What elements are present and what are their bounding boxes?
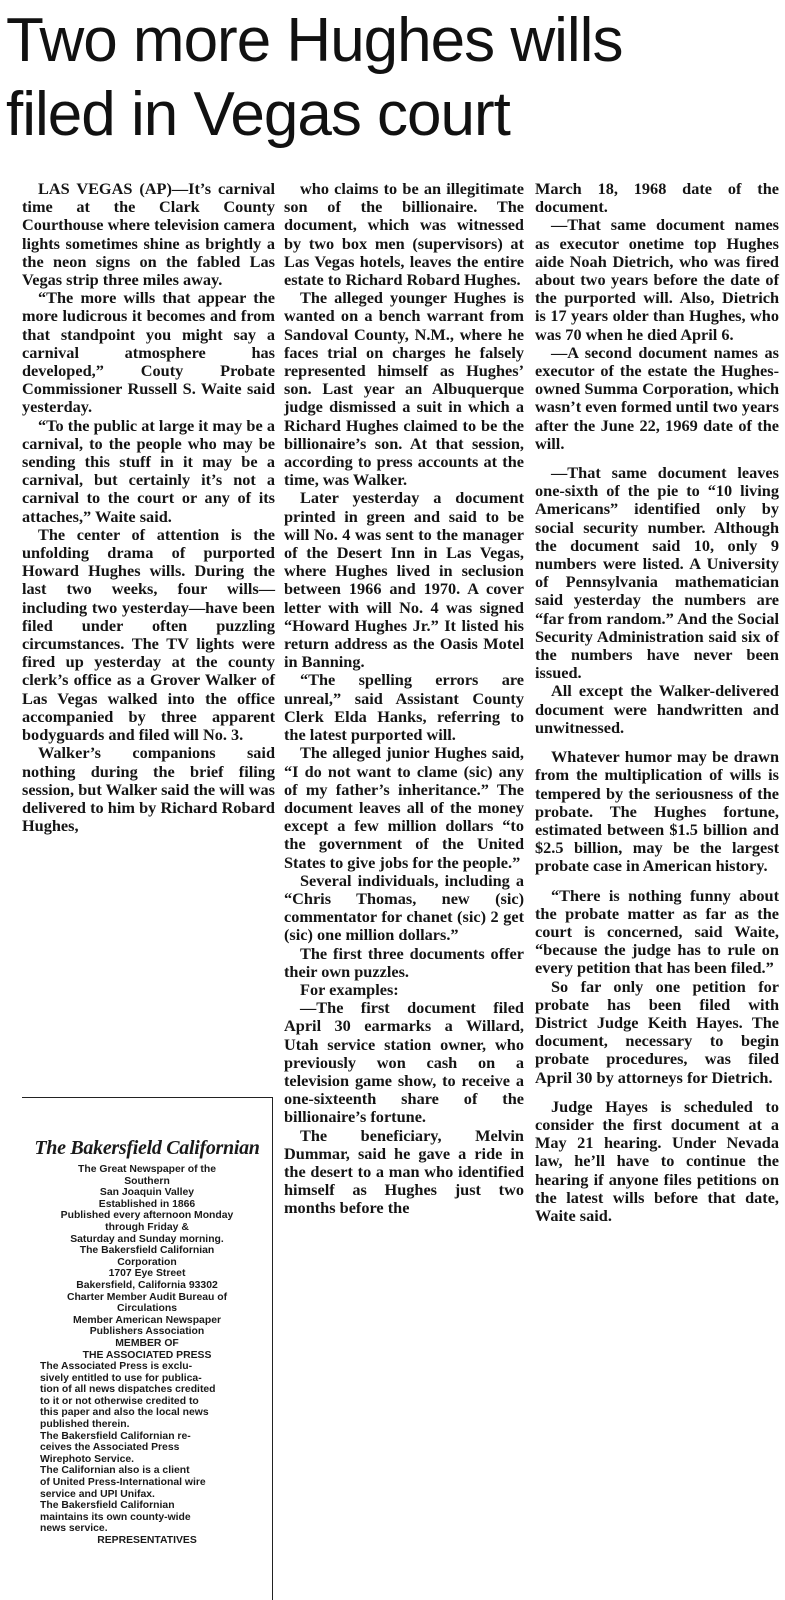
article-paragraph: Whatever humor may be drawn from the multiplication of wills is tempered by the seriousness of the probate. The Hughes fortune, estimated between $1.5 billion and $2.5 billion, may be the largest probate case in American history. [535, 747, 779, 876]
representatives-label: REPRESENTATIVES [97, 1535, 197, 1546]
article-paragraph: “The more wills that appear the more ludicrous it becomes and from that standpoint you might say a carnival atmosphere has developed,” Couty Probate Commissioner Russell S. Waite said yesterday. [22, 288, 275, 417]
ap-notice-line: news service. [40, 1523, 108, 1535]
masthead-line: Published every afternoon Monday [60, 1210, 234, 1222]
headline-line-2: filed in Vegas court [6, 80, 510, 149]
masthead-line: Corporation [117, 1256, 177, 1268]
article-paragraph: The beneficiary, Melvin Dummar, said he gave a ride in the desert to a man who identified himself as Hughes just two months before the [284, 1125, 524, 1218]
article-paragraph: “The spelling errors are unreal,” said Assistant County Clerk Elda Hanks, referring to the latest purported will. [284, 670, 524, 745]
article-column-3 [535, 180, 779, 1225]
ap-notice-line: The Bakersfield Californian re- [40, 1430, 191, 1442]
masthead-line: Circulations [116, 1303, 178, 1315]
article-column-1 [22, 180, 275, 835]
article-paragraph: —A second document names as executor of the estate the Hughes-owned Summa Corporation, which wasn’t even formed until two years after the June 22, 1969 date of the will. [535, 342, 779, 453]
article-paragraph: March 18, 1968 date of the document. [535, 179, 779, 217]
masthead-line: Southern [124, 1175, 170, 1187]
ap-notice-line: service and UPI Unifax. [40, 1488, 155, 1500]
article-paragraph: Walker’s companions said nothing during the brief filing session, but Walker said the will was delivered to him by Richard Robard Hughes, [22, 743, 275, 836]
article-paragraph: —The first document filed April 30 earmarks a Willard, Utah service station owner, who previously won cash on a television game show, to receive a one-sixteenth share of the billionaire’s fortune. [284, 998, 524, 1127]
ap-notice-line: The Californian also is a client [40, 1465, 190, 1477]
article-column-2 [284, 180, 524, 1218]
ap-notice-line: published therein. [40, 1419, 130, 1431]
article-paragraph: “To the public at large it may be a carnival, to the people who may be sending this stuff in it may be a carnival, but certainly it’s not a carnival to the court or any of its attaches,” Waite said. [22, 415, 275, 526]
ap-notice-line: this paper and also the local news [40, 1407, 209, 1419]
ap-notice [22, 1361, 272, 1535]
article-paragraph: Several individuals, including a “Chris Thomas, new (sic) commentator for chanet (sic) 2 get (sic) one million dollars.” [284, 870, 524, 945]
article-paragraph: The alleged junior Hughes said, “I do not want to clame (sic) any of my father’s inheritance.” The document leaves all of the money except a few million dollars “to the government of the United States to give jobs for the people.” [284, 743, 524, 872]
article-paragraph: For examples: [300, 979, 399, 999]
masthead-line: 1707 Eye Street [108, 1268, 186, 1280]
article-paragraph: “There is nothing funny about the probate matter as far as the court is concerned, said Waite, “because the judge has to rule on every petition that has been filed.” [535, 885, 779, 978]
masthead-line: through Friday & [105, 1221, 189, 1233]
masthead-line: Saturday and Sunday morning. [70, 1233, 224, 1245]
article-paragraph: LAS VEGAS (AP)—It’s carnival time at the Clark County Courthouse where television camera lights sometimes shine as brightly a the neon signs on the fabled Las Vegas strip three miles away. [22, 179, 275, 290]
headline [6, 4, 781, 152]
masthead-line: Established in 1866 [98, 1198, 196, 1210]
masthead-line: Bakersfield, California 93302 [76, 1279, 218, 1291]
masthead-line: San Joaquin Valley [99, 1187, 195, 1199]
article-paragraph: who claims to be an illegitimate son of the billionaire. The document, which was witnessed by two box men (supervisors) at Las Vegas hotels, leaves the entire estate to Richard Robard Hughes. [284, 179, 524, 290]
masthead-box [22, 1097, 273, 1600]
newspaper-logo: The Bakersfield Californian [34, 1137, 260, 1159]
ap-notice-line: tion of all news dispatches credited [40, 1384, 216, 1396]
headline-line-1: Two more Hughes wills [6, 6, 623, 75]
masthead-line: MEMBER OF [115, 1337, 179, 1349]
article-paragraph: The center of attention is the unfolding drama of purported Howard Hughes wills. During the last two weeks, four wills— including two yesterday—have been filed under often puzzling circumstances. The TV lights were fired up yesterday at the county clerk’s office as a Grover Walker of Las Vegas walked into the office accompanied by three apparent bodyguards and filed will No. 3. [22, 524, 275, 745]
article-paragraph: All except the Walker-delivered document were handwritten and unwitnessed. [535, 681, 779, 737]
masthead-line: The Bakersfield Californian [79, 1245, 215, 1257]
article-paragraph: The alleged younger Hughes is wanted on a bench warrant from Sandoval County, N.M., where he faces trial on charges he falsely represented himself as Hughes’ son. Last year an Albuquerque judge dismissed a suit in which a Richard Hughes claimed to be the billionaire’s son. At that session, according to press accounts at the time, was Walker. [284, 288, 524, 490]
article-paragraph: Judge Hayes is scheduled to consider the first document at a May 21 hearing. Under Nevada law, he’ll have to continue the hearing if anyone files petitions on the latest wills before that date, Waite said. [535, 1096, 779, 1225]
ap-notice-line: The Bakersfield Californian [40, 1500, 175, 1512]
masthead-line: Publishers Association [89, 1326, 205, 1338]
ap-notice-line: The Associated Press is exclu- [40, 1361, 193, 1373]
article-paragraph: The first three documents offer their own puzzles. [284, 943, 524, 981]
article-paragraph: —That same document leaves one-sixth of the pie to “10 living Americans” identified only by social security number. Although the document said 10, only 9 numbers were listed. A University of Pennsylvania mathematician said yesterday the numbers are “far from random.” And the Social Security Administration said six of the numbers have never been issued. [535, 463, 779, 683]
masthead-line: Member American Newspaper [72, 1314, 222, 1326]
ap-notice-line: ceives the Associated Press [40, 1442, 180, 1454]
ap-notice-line: of United Press-International wire [40, 1477, 206, 1489]
ap-notice-line: sively entitled to use for publica- [40, 1372, 202, 1384]
masthead-line: Charter Member Audit Bureau of [66, 1291, 228, 1303]
article-paragraph: So far only one petition for probate has been filed with District Judge Keith Hayes. The document, necessary to begin probate procedures, was filed April 30 by attorneys for Dietrich. [535, 976, 779, 1087]
masthead-line: The Great Newspaper of the [78, 1164, 216, 1175]
article-paragraph: Later yesterday a document printed in green and said to be will No. 4 was sent to the manager of the Desert Inn in Las Vegas, where Hughes lived in seclusion between 1966 and 1970. A cover letter with will No. 4 was signed “Howard Hughes Jr.” It listed his return address as the Oasis Motel in Banning. [284, 488, 524, 672]
ap-notice-line: to it or not otherwise credited to [40, 1395, 199, 1407]
article-paragraph: —That same document names as executor onetime top Hughes aide Noah Dietrich, who was fired about two years before the date of the purported will. Also, Dietrich is 17 years older than Hughes, who was 70 when he died April 6. [535, 215, 779, 344]
masthead-line: THE ASSOCIATED PRESS [82, 1349, 212, 1361]
ap-notice-line: Wirephoto Service. [40, 1453, 135, 1465]
ap-notice-line: maintains its own county-wide [40, 1511, 191, 1523]
